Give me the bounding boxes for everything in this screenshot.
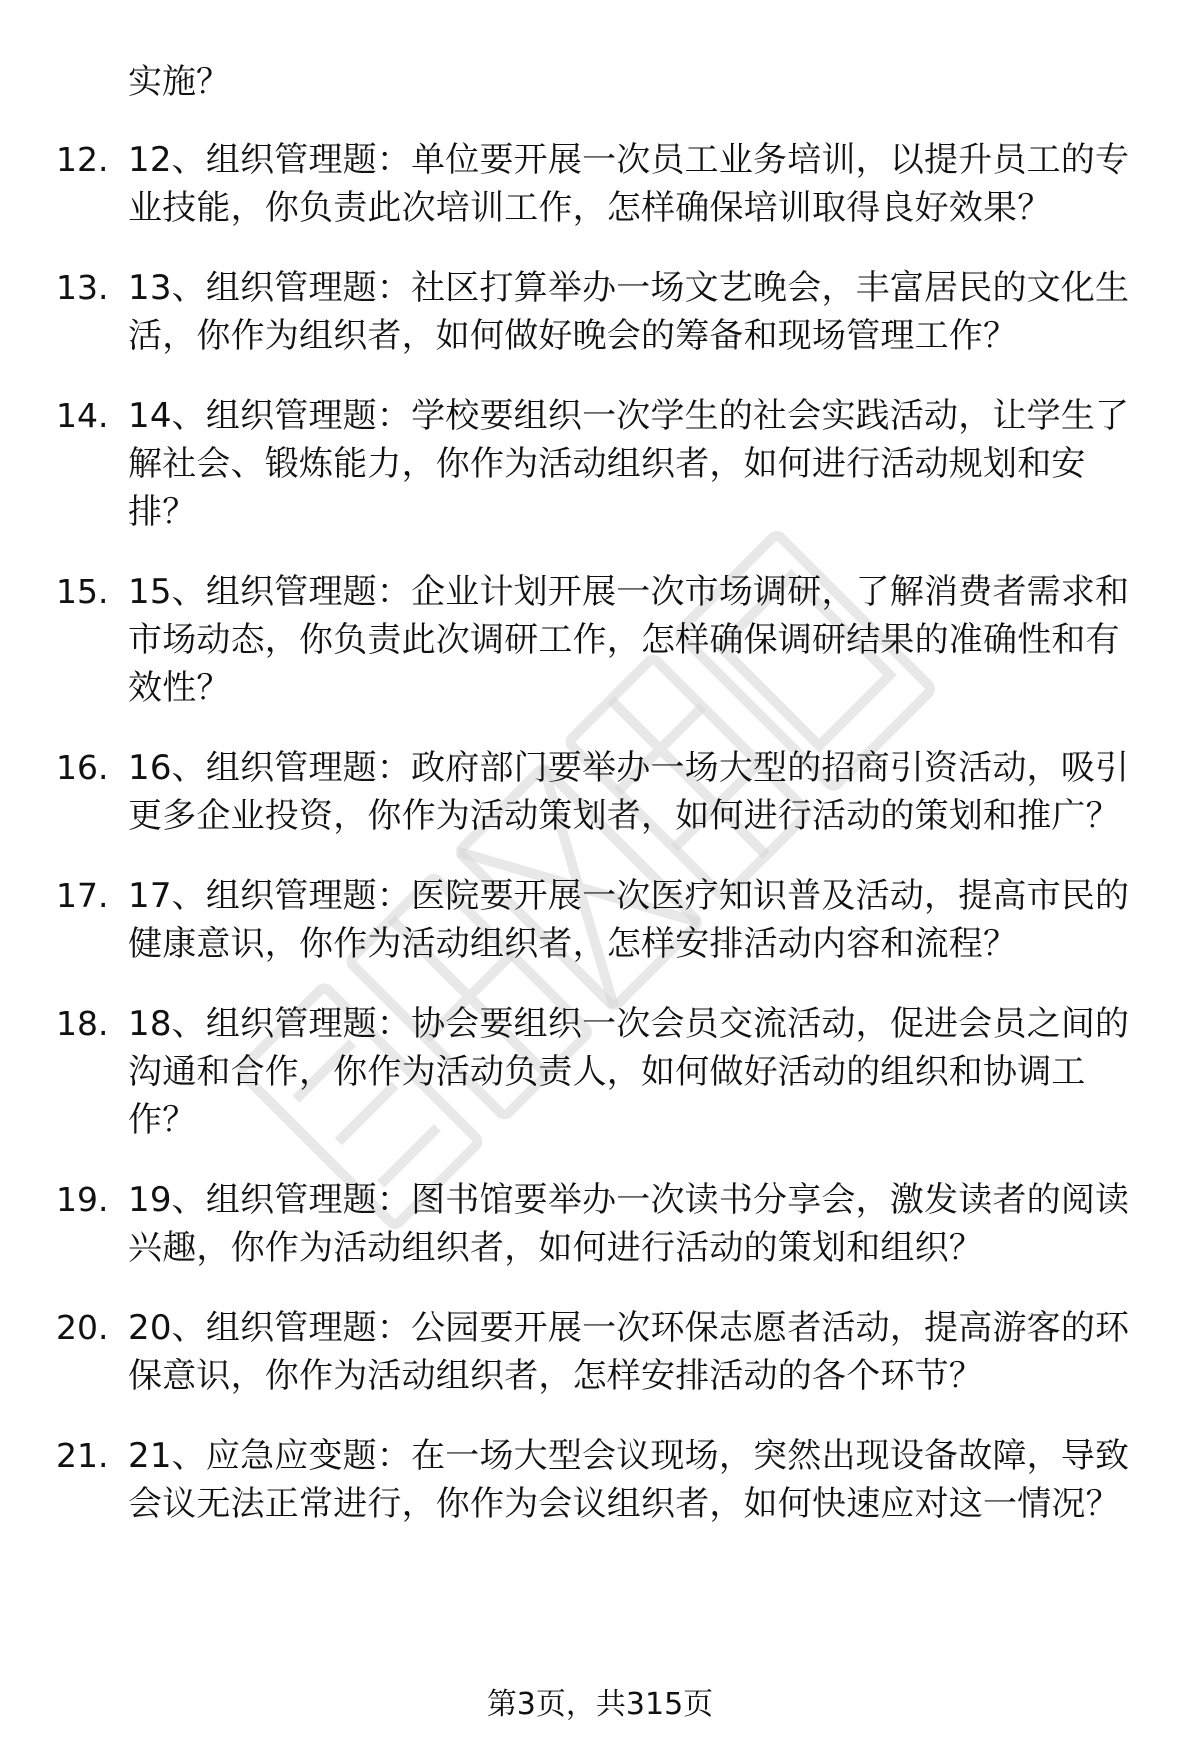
question-text: 18、组织管理题：协会要组织一次会员交流活动，促进会员之间的沟通和合作，你作为活动负责人，如何做好活动的组织和协调工作？ bbox=[128, 1004, 1130, 1140]
question-number: 21. bbox=[56, 1436, 109, 1475]
question-item bbox=[0, 568, 1200, 712]
question-text: 19、组织管理题：图书馆要举办一次读书分享会，激发读者的阅读兴趣，你作为活动组织者，如何进行活动的策划和组织？ bbox=[128, 1180, 1130, 1268]
question-item bbox=[0, 1304, 1200, 1400]
question-item bbox=[0, 872, 1200, 968]
question-text: 14、组织管理题：学校要组织一次学生的社会实践活动，让学生了解社会、锻炼能力，你作为活动组织者，如何进行活动规划和安排？ bbox=[128, 396, 1130, 532]
question-number: 14. bbox=[56, 396, 109, 435]
question-text: 21、应急应变题：在一场大型会议现场，突然出现设备故障，导致会议无法正常进行，你作为会议组织者，如何快速应对这一情况？ bbox=[128, 1436, 1130, 1524]
question-number: 12. bbox=[56, 140, 109, 179]
question-item bbox=[0, 1432, 1200, 1528]
continuation-text: 实施？ bbox=[128, 62, 230, 102]
question-number: 15. bbox=[56, 572, 109, 611]
question-number: 20. bbox=[56, 1308, 109, 1347]
question-text: 15、组织管理题：企业计划开展一次市场调研，了解消费者需求和市场动态，你负责此次调研工作，怎样确保调研结果的准确性和有效性？ bbox=[128, 572, 1130, 708]
question-number: 13. bbox=[56, 268, 109, 307]
question-item bbox=[0, 392, 1200, 536]
question-number: 19. bbox=[56, 1180, 109, 1219]
question-text: 12、组织管理题：单位要开展一次员工业务培训，以提升员工的专业技能，你负责此次培训工作，怎样确保培训取得良好效果？ bbox=[128, 140, 1130, 228]
question-number: 18. bbox=[56, 1004, 109, 1043]
question-number: 16. bbox=[56, 748, 109, 787]
question-item bbox=[0, 744, 1200, 840]
question-list bbox=[0, 136, 1200, 1560]
question-item bbox=[0, 1000, 1200, 1144]
question-item bbox=[0, 1176, 1200, 1272]
question-item bbox=[0, 264, 1200, 360]
question-text: 13、组织管理题：社区打算举办一场文艺晚会，丰富居民的文化生活，你作为组织者，如何做好晚会的筹备和现场管理工作？ bbox=[128, 268, 1130, 356]
question-number: 17. bbox=[56, 876, 109, 915]
question-text: 17、组织管理题：医院要开展一次医疗知识普及活动，提高市民的健康意识，你作为活动组织者，怎样安排活动内容和流程？ bbox=[128, 876, 1130, 964]
question-text: 16、组织管理题：政府部门要举办一场大型的招商引资活动，吸引更多企业投资，你作为活动策划者，如何进行活动的策划和推广？ bbox=[128, 748, 1130, 836]
question-text: 20、组织管理题：公园要开展一次环保志愿者活动，提高游客的环保意识，你作为活动组织者，怎样安排活动的各个环节？ bbox=[128, 1308, 1130, 1396]
page-footer: 第3页，共315页 bbox=[486, 1687, 714, 1722]
question-item bbox=[0, 136, 1200, 232]
